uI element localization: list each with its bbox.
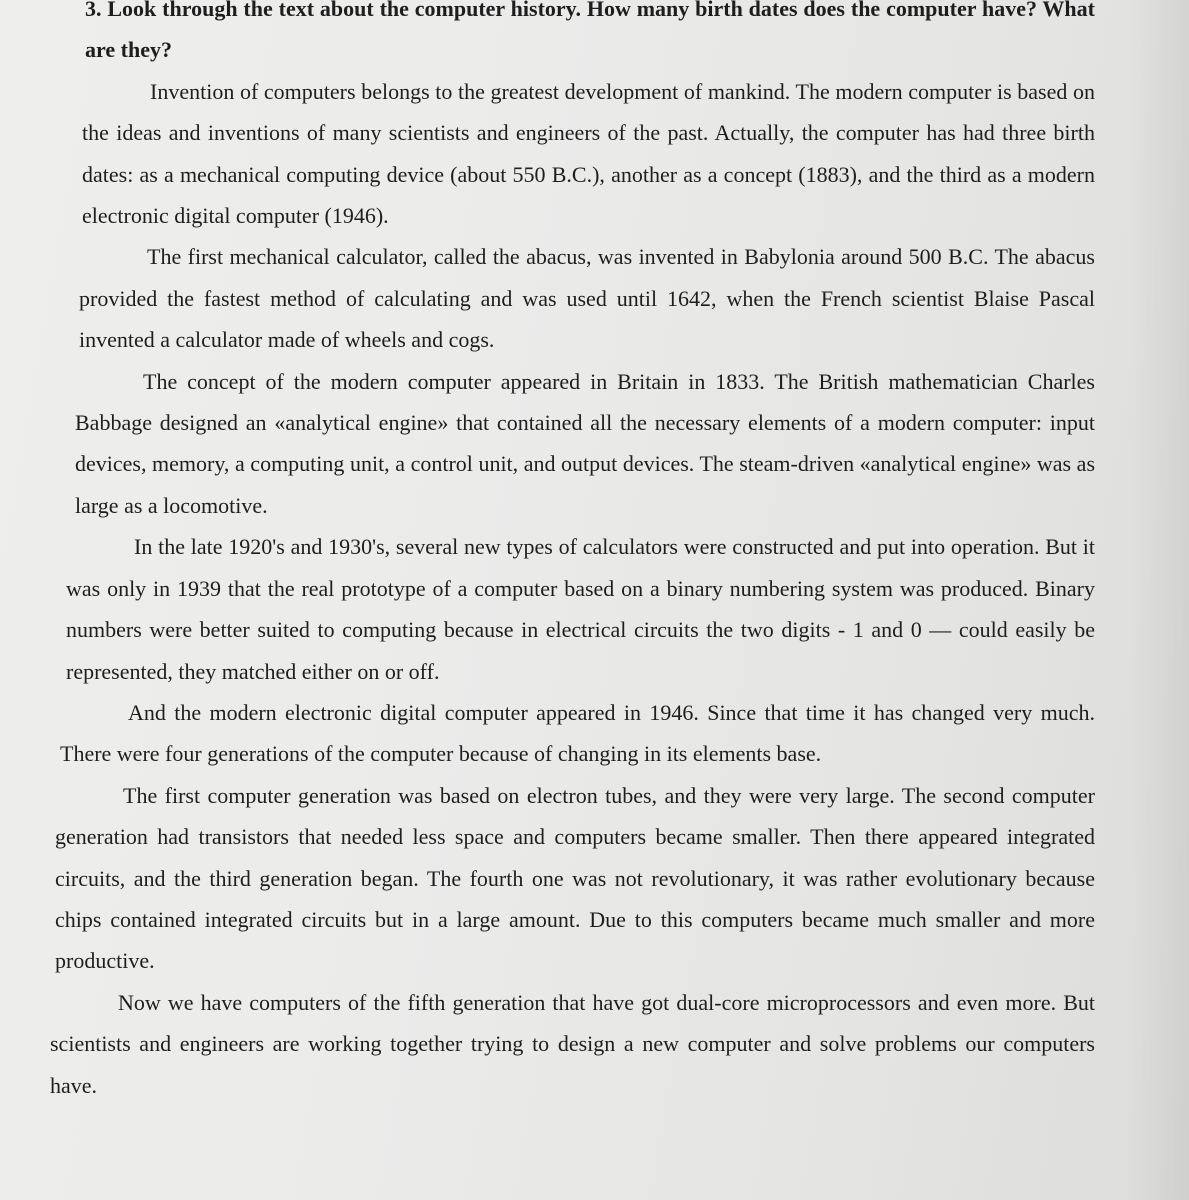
paragraph-abacus: The first mechanical calculator, called the abacus, was invented in Babylonia around 500 B.C. The abacus provided the fastest method of calculating and was used until 1642, when the French scientist Blaise Pascal invented a calculator made of wheels and cogs. [79, 244, 1095, 353]
paragraph-modern-computer: And the modern electronic digital computer appeared in 1946. Since that time it has changed very much. There were four generations of the computer because of changing in its elements base. [60, 699, 1095, 767]
task-heading [50, 0, 1095, 71]
paragraph-invention: Invention of computers belongs to the greatest development of mankind. The modern computer is based on the ideas and inventions of many scientists and engineers of the past. Actually, the computer has had three birth dates: as a mechanical computing device (about 550 B.C.), another as a concept (1883), and the third as a modern electronic digital computer (1946). [82, 78, 1095, 229]
paragraph-binary: In the late 1920's and 1930's, several new types of calculators were constructed and put into operation. But it was only in 1939 that the real prototype of a computer based on a binary numbering system was produced. Binary numbers were better suited to computing because in electrical circuits the two digits - 1 and 0 — could easily be represented, they matched either on or off. [66, 534, 1095, 684]
paragraph-fifth-generation: Now we have computers of the fifth generation that have got dual-core microprocessors and even more. But scientists and engineers are working together trying to design a new computer and solve problems our computers have. [50, 989, 1095, 1098]
page-shadow [1129, 0, 1189, 1200]
task-question: Look through the text about the computer history. How many birth dates does the computer have? What are they? [85, 0, 1095, 63]
paragraph-babbage: The concept of the modern computer appeared in Britain in 1833. The British mathematician Charles Babbage designed an «analytical engine» that contained all the necessary elements of a modern computer: input devices, memory, a computing unit, a control unit, and output devices. The steam-driven «analytical engine» was as large as a locomotive. [75, 368, 1095, 518]
page-text [50, 0, 1095, 1106]
task-number: 3. [85, 0, 102, 21]
paragraph-generations: The first computer generation was based on electron tubes, and they were very large. The second computer generation had transistors that needed less space and computers became smaller. Then there appeared integrated circuits, and the third generation began. The fourth one was not revolutionary, it was rather evolutionary because chips contained integrated circuits but in a large amount. Due to this computers became much smaller and more productive. [55, 782, 1095, 974]
